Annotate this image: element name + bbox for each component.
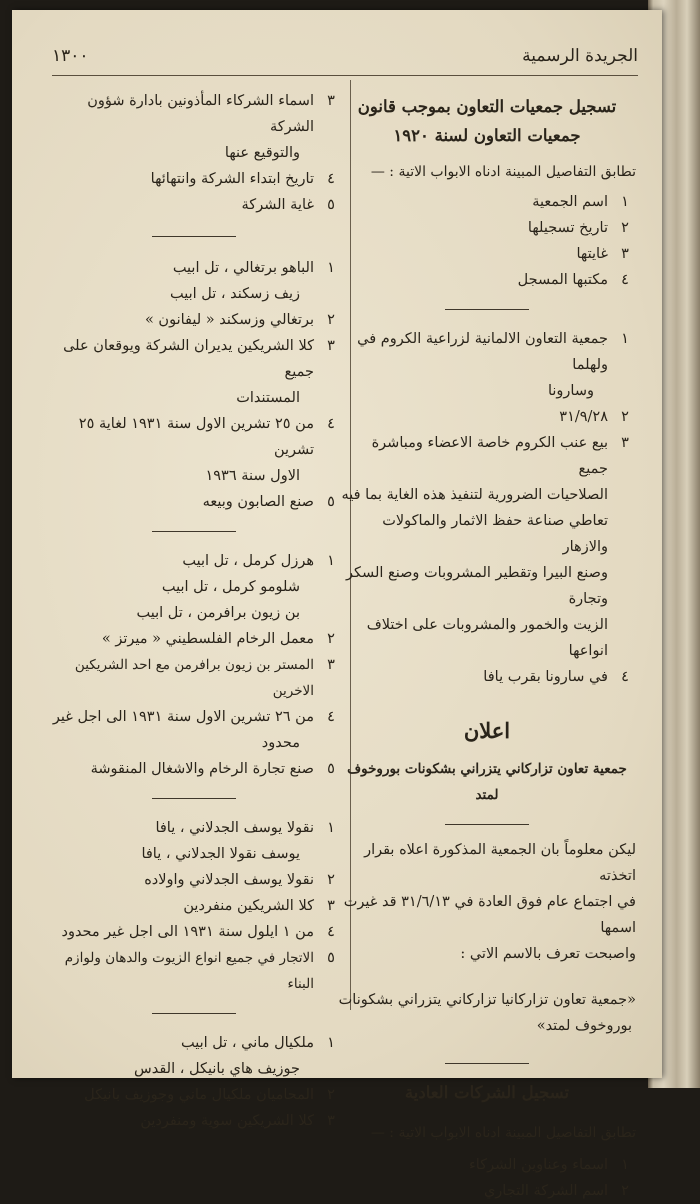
- list-item: [46, 704, 342, 756]
- list-item: [46, 626, 342, 652]
- item-text: المستر بن زيون برافرمن مع احد الشريكين الاخرين: [74, 657, 314, 699]
- item-text: مكتبها المسجل: [517, 272, 608, 288]
- list-item: [46, 1082, 342, 1108]
- item-text: في سارونا بقرب يافا: [483, 669, 608, 685]
- list-item: [46, 166, 342, 192]
- item-number: ٢: [327, 872, 335, 888]
- item-number: ١: [327, 820, 335, 836]
- item-text: اسماء وعناوين الشركاء: [468, 1157, 608, 1173]
- list-item: [46, 411, 342, 489]
- item-number: ٥: [327, 197, 335, 213]
- item-text: الزيت والخمور والمشروبات على اختلاف انواعها: [366, 617, 608, 659]
- item-number: ٣: [327, 898, 335, 914]
- company-entry: [46, 255, 342, 515]
- running-head: [52, 42, 638, 76]
- list-item: [46, 945, 342, 997]
- item-text: يوسف نقولا الجدلاني ، يافا: [141, 846, 300, 862]
- gazette-title: الجريدة الرسمية: [522, 46, 638, 66]
- item-text: تاريخ تسجيلها: [527, 220, 608, 236]
- item-text: اسماء الشركاء المأذونين بادارة شؤون الشركة: [87, 93, 314, 135]
- field-list-continued: [46, 88, 342, 218]
- item-number: ٢: [621, 220, 629, 236]
- item-number: ٣: [327, 657, 335, 673]
- item-text: من ١ ايلول سنة ١٩٣١ الى اجل غير محدود: [61, 924, 314, 940]
- list-item: [46, 255, 342, 307]
- company-entry: [46, 815, 342, 997]
- right-column: [338, 88, 636, 1204]
- item-text: كلا الشريكين سوية ومنفردين: [140, 1113, 314, 1129]
- item-text: نقولا يوسف الجدلاني ، يافا: [155, 820, 314, 836]
- company-entry: [46, 548, 342, 782]
- item-number: ١: [327, 1035, 335, 1051]
- item-number: ٢: [327, 631, 335, 647]
- notice-subtitle: جمعية تعاون تزاركاني يتزراني بشكونات بوروخوف لمتد: [347, 761, 627, 803]
- list-item: [338, 664, 636, 690]
- item-text: اسم الجمعية: [532, 194, 608, 210]
- item-number: ٥: [327, 950, 335, 966]
- notice-title: اعلان: [463, 718, 511, 743]
- list-item: [338, 404, 636, 430]
- item-number: ٤: [327, 709, 335, 725]
- item-number: ١: [327, 260, 335, 276]
- item-text: محدود: [261, 735, 300, 751]
- separator-rule: [445, 824, 529, 825]
- body-line: بوروخوف لمتد»: [536, 1018, 632, 1034]
- field-list: [338, 1152, 636, 1204]
- item-number: ٢: [327, 312, 335, 328]
- item-text: وسارونا: [547, 383, 594, 399]
- item-text: نقولا يوسف الجدلاني واولاده: [144, 872, 314, 888]
- registration-entry: [338, 326, 636, 690]
- list-item: [46, 489, 342, 515]
- heading-line: جمعيات التعاون لسنة ١٩٢٠: [393, 126, 581, 145]
- item-text: كلا الشريكين يديران الشركة ويوقعان على جميع: [63, 338, 314, 380]
- item-number: ٢: [621, 409, 629, 425]
- list-item: [46, 333, 342, 411]
- item-text: بيع عنب الكروم خاصة الاعضاء ومباشرة جميع: [371, 435, 608, 477]
- list-item: [338, 267, 636, 293]
- item-number: ٤: [327, 171, 335, 187]
- item-number: ٢: [327, 1087, 335, 1103]
- item-text: اسم الشركة التجاري: [483, 1183, 608, 1199]
- company-entry: [46, 1030, 342, 1134]
- item-number: ٤: [327, 416, 335, 432]
- list-item: [46, 1030, 342, 1082]
- item-text: غاية الشركة: [241, 197, 314, 213]
- company-registration-heading: تسجيل الشركات العادية: [404, 1083, 570, 1102]
- item-number: ٢: [621, 1183, 629, 1199]
- item-text: صنع الصابون وبيعه: [202, 494, 314, 510]
- gazette-page: [12, 10, 662, 1199]
- body-line: ليكن معلوماً بان الجمعية المذكورة اعلاه بقرار اتخذته: [364, 842, 636, 884]
- separator-rule: [152, 236, 236, 237]
- left-column: [46, 88, 342, 1134]
- item-text: جوزيف هاي بانيكل ، القدس: [134, 1061, 300, 1077]
- item-text: تعاطي صناعة حفظ الاثمار والماكولات والازهار: [382, 513, 608, 555]
- list-item: [46, 815, 342, 867]
- item-number: ١: [327, 553, 335, 569]
- item-text: تاريخ ابتداء الشركة وانتهائها: [150, 171, 314, 187]
- section-intro: تطابق التفاصيل المبينة ادناه الابواب الاتية : —: [370, 1125, 636, 1141]
- list-item: [46, 893, 342, 919]
- list-item: [46, 919, 342, 945]
- item-text: معمل الرخام الفلسطيني « ميرتز »: [101, 631, 314, 647]
- list-item: [46, 307, 342, 333]
- list-item: [338, 1152, 636, 1178]
- notice-quote: [338, 987, 636, 1039]
- item-number: ٤: [621, 272, 629, 288]
- separator-rule: [445, 1063, 529, 1064]
- item-text: برتغالي وزسكند « ليفانون »: [144, 312, 314, 328]
- item-number: ١: [621, 331, 629, 347]
- item-text: بن زيون برافرمن ، تل ابيب: [136, 605, 300, 621]
- list-item: [46, 88, 342, 166]
- item-text: من ٢٥ تشرين الاول سنة ١٩٣١ لغاية ٢٥ تشرين: [78, 416, 314, 458]
- item-number: ٣: [621, 435, 629, 451]
- item-number: ٣: [621, 246, 629, 262]
- list-item: [46, 652, 342, 704]
- body-line: واصبحت تعرف بالاسم الاتي :: [460, 946, 636, 962]
- item-number: ٣: [327, 93, 335, 109]
- separator-rule: [152, 531, 236, 532]
- item-number: ٣: [327, 1113, 335, 1129]
- item-text: الاول سنة ١٩٣٦: [205, 468, 300, 484]
- item-text: غايتها: [576, 246, 608, 262]
- heading-line: تسجيل جمعيات التعاون بموجب قانون: [357, 97, 617, 116]
- item-text: المحاميان ملكيال ماني وجوزيف بانيكل: [84, 1087, 314, 1103]
- item-text: الصلاحيات الضرورية لتنفيذ هذه الغاية بما فيه: [341, 487, 608, 503]
- item-text: المستندات: [236, 390, 300, 406]
- item-text: صنع تجارة الرخام والاشغال المنقوشة: [90, 761, 314, 777]
- body-line: «جمعية تعاون تزاركانيا تزاركاني يتزراني بشكونات: [338, 992, 636, 1008]
- item-number: ٥: [327, 761, 335, 777]
- section-intro: تطابق التفاصيل المبينة ادناه الابواب الاتية : —: [370, 164, 636, 180]
- item-number: ١: [621, 194, 629, 210]
- list-item: [338, 241, 636, 267]
- cooperative-registration-heading: [338, 92, 636, 150]
- item-text: كلا الشريكين منفردين: [183, 898, 314, 914]
- body-line: في اجتماع عام فوق العادة في ٣١/٦/١٣ قد غيرت اسمها: [343, 894, 636, 936]
- item-text: وصنع البيرا وتقطير المشروبات وصنع السكر وتجارة: [346, 565, 608, 607]
- list-item: [338, 430, 636, 664]
- item-number: ٤: [327, 924, 335, 940]
- item-number: ١: [621, 1157, 629, 1173]
- separator-rule: [445, 309, 529, 310]
- list-item: [46, 192, 342, 218]
- list-item: [338, 326, 636, 404]
- field-list: [338, 189, 636, 293]
- item-text: الباهو برتغالي ، تل ابيب: [172, 260, 314, 276]
- page-number: ١٣٠٠: [52, 46, 89, 66]
- item-text: هرزل كرمل ، تل ابيب: [182, 553, 314, 569]
- item-text: من ٢٦ تشرين الاول سنة ١٩٣١ الى اجل غير: [52, 709, 314, 725]
- item-text: شلومو كرمل ، تل ابيب: [161, 579, 300, 595]
- item-number: ٣: [327, 338, 335, 354]
- list-item: [46, 756, 342, 782]
- list-item: [338, 1178, 636, 1204]
- separator-rule: [152, 798, 236, 799]
- item-text: زيف زسكند ، تل ابيب: [169, 286, 300, 302]
- notice-body: [338, 837, 636, 967]
- item-text: والتوقيع عنها: [224, 145, 300, 161]
- item-number: ٤: [621, 669, 629, 685]
- list-item: [46, 1108, 342, 1134]
- item-text: ملكيال ماني ، تل ابيب: [180, 1035, 314, 1051]
- item-text: الاتجار في جميع انواع الزيوت والدهان ولوازم البناء: [64, 950, 314, 992]
- item-text: ٣١/٩/٢٨: [559, 409, 608, 425]
- list-item: [338, 189, 636, 215]
- list-item: [46, 867, 342, 893]
- list-item: [338, 215, 636, 241]
- list-item: [46, 548, 342, 626]
- separator-rule: [152, 1013, 236, 1014]
- item-text: جمعية التعاون الالمانية لزراعية الكروم في ولهلما: [357, 331, 608, 373]
- item-number: ٥: [327, 494, 335, 510]
